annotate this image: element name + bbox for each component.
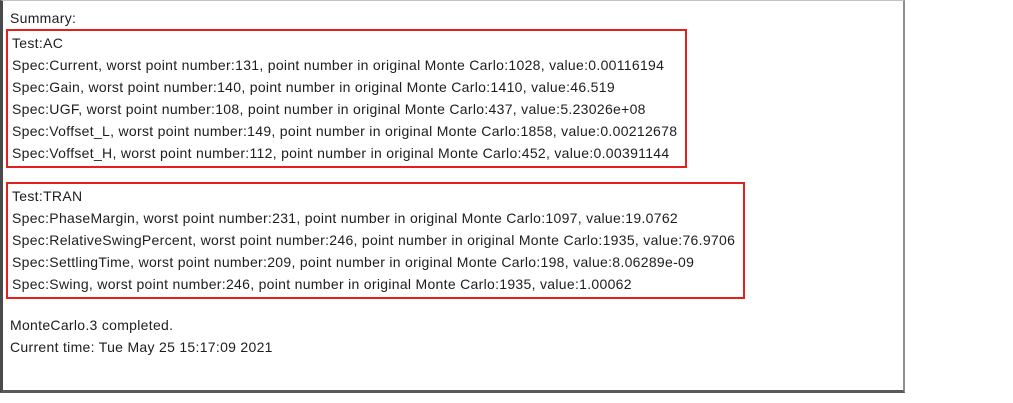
current-time-text: Current time: Tue May 25 15:17:09 2021 — [10, 339, 273, 355]
spec-line: Spec:SettlingTime, worst point number:209, point number in original Monte Carlo:198, value:8.06289e-09 — [12, 254, 695, 270]
spec-line: Spec:UGF, worst point number:108, point number in original Monte Carlo:437, value:5.23026e+08 — [12, 101, 646, 117]
test-tran-highlight-box — [6, 182, 745, 299]
test-ac-highlight-box — [6, 29, 687, 168]
test-tran-title: Test:TRAN — [12, 188, 83, 204]
completion-status-text: MonteCarlo.3 completed. — [10, 317, 174, 333]
summary-label: Summary: — [10, 10, 77, 26]
spec-line: Spec:Current, worst point number:131, point number in original Monte Carlo:1028, value:0.00116194 — [12, 57, 665, 73]
spec-line: Spec:PhaseMargin, worst point number:231, point number in original Monte Carlo:1097, value:19.0762 — [12, 210, 679, 226]
test-ac-title: Test:AC — [12, 35, 64, 51]
spec-line: Spec:Voffset_H, worst point number:112, point number in original Monte Carlo:452, value:0.00391144 — [12, 145, 670, 161]
spec-line: Spec:Gain, worst point number:140, point number in original Monte Carlo:1410, value:46.519 — [12, 79, 615, 95]
spec-line: Spec:Voffset_L, worst point number:149, point number in original Monte Carlo:1858, value:0.00212678 — [12, 123, 678, 139]
spec-line: Spec:RelativeSwingPercent, worst point number:246, point number in original Monte Carlo:1935, value:76.9706 — [12, 232, 736, 248]
spec-line: Spec:Swing, worst point number:246, point number in original Monte Carlo:1935, value:1.00062 — [12, 276, 632, 292]
